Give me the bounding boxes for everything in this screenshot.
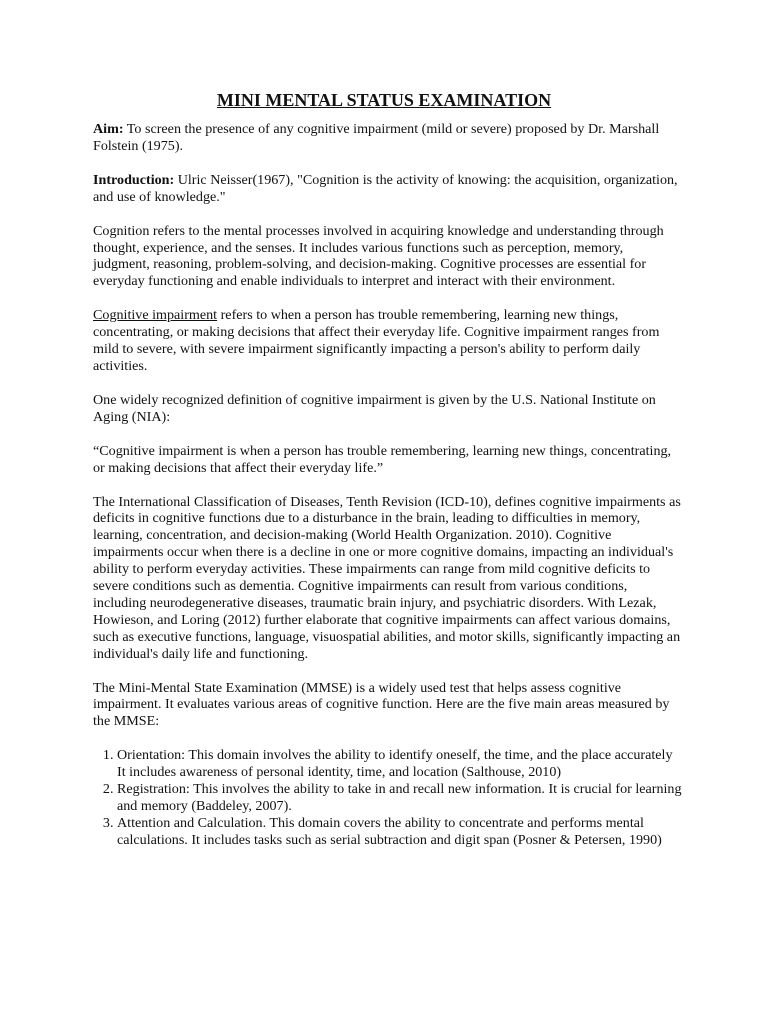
impairment-paragraph (93, 307, 683, 375)
document-title: MINI MENTAL STATUS EXAMINATION (216, 90, 552, 110)
icd-paragraph: The International Classification of Diseases, Tenth Revision (ICD-10), defines cognitive impairments as deficits in cognitive functions due to a disturbance in the brain, leading to difficulties in memory, learning, concentration, and decision-making (World Health Organization. 2010). Cognitive impairments occur when there is a decline in one or more cognitive domains, impacting an individual's ability to perform everyday activities. These impairments can range from mild cognitive deficits to severe conditions such as dementia. Cognitive impairments can result from various conditions, including neurodegenerative diseases, traumatic brain injury, and psychiatric disorders. With Lezak, Howieson, and Loring (2012) further elaborate that cognitive impairments can affect various domains, such as executive functions, language, visuospatial abilities, and motor skills, significantly impacting an individual's daily life and functioning. (93, 493, 681, 662)
list-item: 2. Registration: This involves the ability to take in and recall new information. It is crucial for learning and memory (Baddeley, 2007). (117, 781, 683, 815)
nia-quote-paragraph: “Cognitive impairment is when a person has trouble remembering, learning new things, concentrating, or making decisions that affect their everyday life.” (93, 442, 672, 476)
impairment-term: Cognitive impairment (93, 307, 218, 324)
document-body (93, 121, 683, 849)
nia-intro-paragraph: One widely recognized definition of cognitive impairment is given by the U.S. National Institute on Aging (NIA): (93, 391, 656, 425)
aim-text: To screen the presence of any cognitive impairment (mild or severe) proposed by Dr. Marshall Folstein (1975). (93, 121, 660, 154)
cognition-paragraph: Cognition refers to the mental processes involved in acquiring knowledge and understanding through thought, experience, and the senses. It includes various functions such as perception, memory, judgment, reasoning, problem-solving, and decision-making. Cognitive processes are essential for everyday functioning and enable individuals to interpret and interact with their environment. (93, 222, 664, 290)
mmse-areas-list (93, 747, 683, 848)
mmse-paragraph: The Mini-Mental State Examination (MMSE) is a widely used test that helps assess cognitive impairment. It evaluates various areas of cognitive function. Here are the five main areas measured by the MMSE: (93, 679, 670, 730)
aim-label: Aim: (93, 121, 124, 137)
introduction-paragraph (93, 172, 683, 206)
introduction-text: Ulric Neisser(1967), "Cognition is the activity of knowing: the acquisition, organization, and use of knowledge." (93, 171, 678, 205)
introduction-label: Introduction: (93, 171, 175, 188)
aim-paragraph (93, 121, 683, 155)
list-item: 1. Orientation: This domain involves the ability to identify oneself, the time, and the place accurately It includes awareness of personal identity, time, and location (Salthouse, 2010) (117, 747, 683, 781)
impairment-text: refers to when a person has trouble remembering, learning new things, concentrating, or making decisions that affect their everyday life. Cognitive impairment ranges from mild to severe, with severe impairment significantly impacting a person's ability to perform daily activities. (93, 307, 660, 374)
list-item: 3. Attention and Calculation. This domain covers the ability to concentrate and performs mental calculations. It includes tasks such as serial subtraction and digit span (Posner & Petersen, 1990) (117, 815, 683, 849)
